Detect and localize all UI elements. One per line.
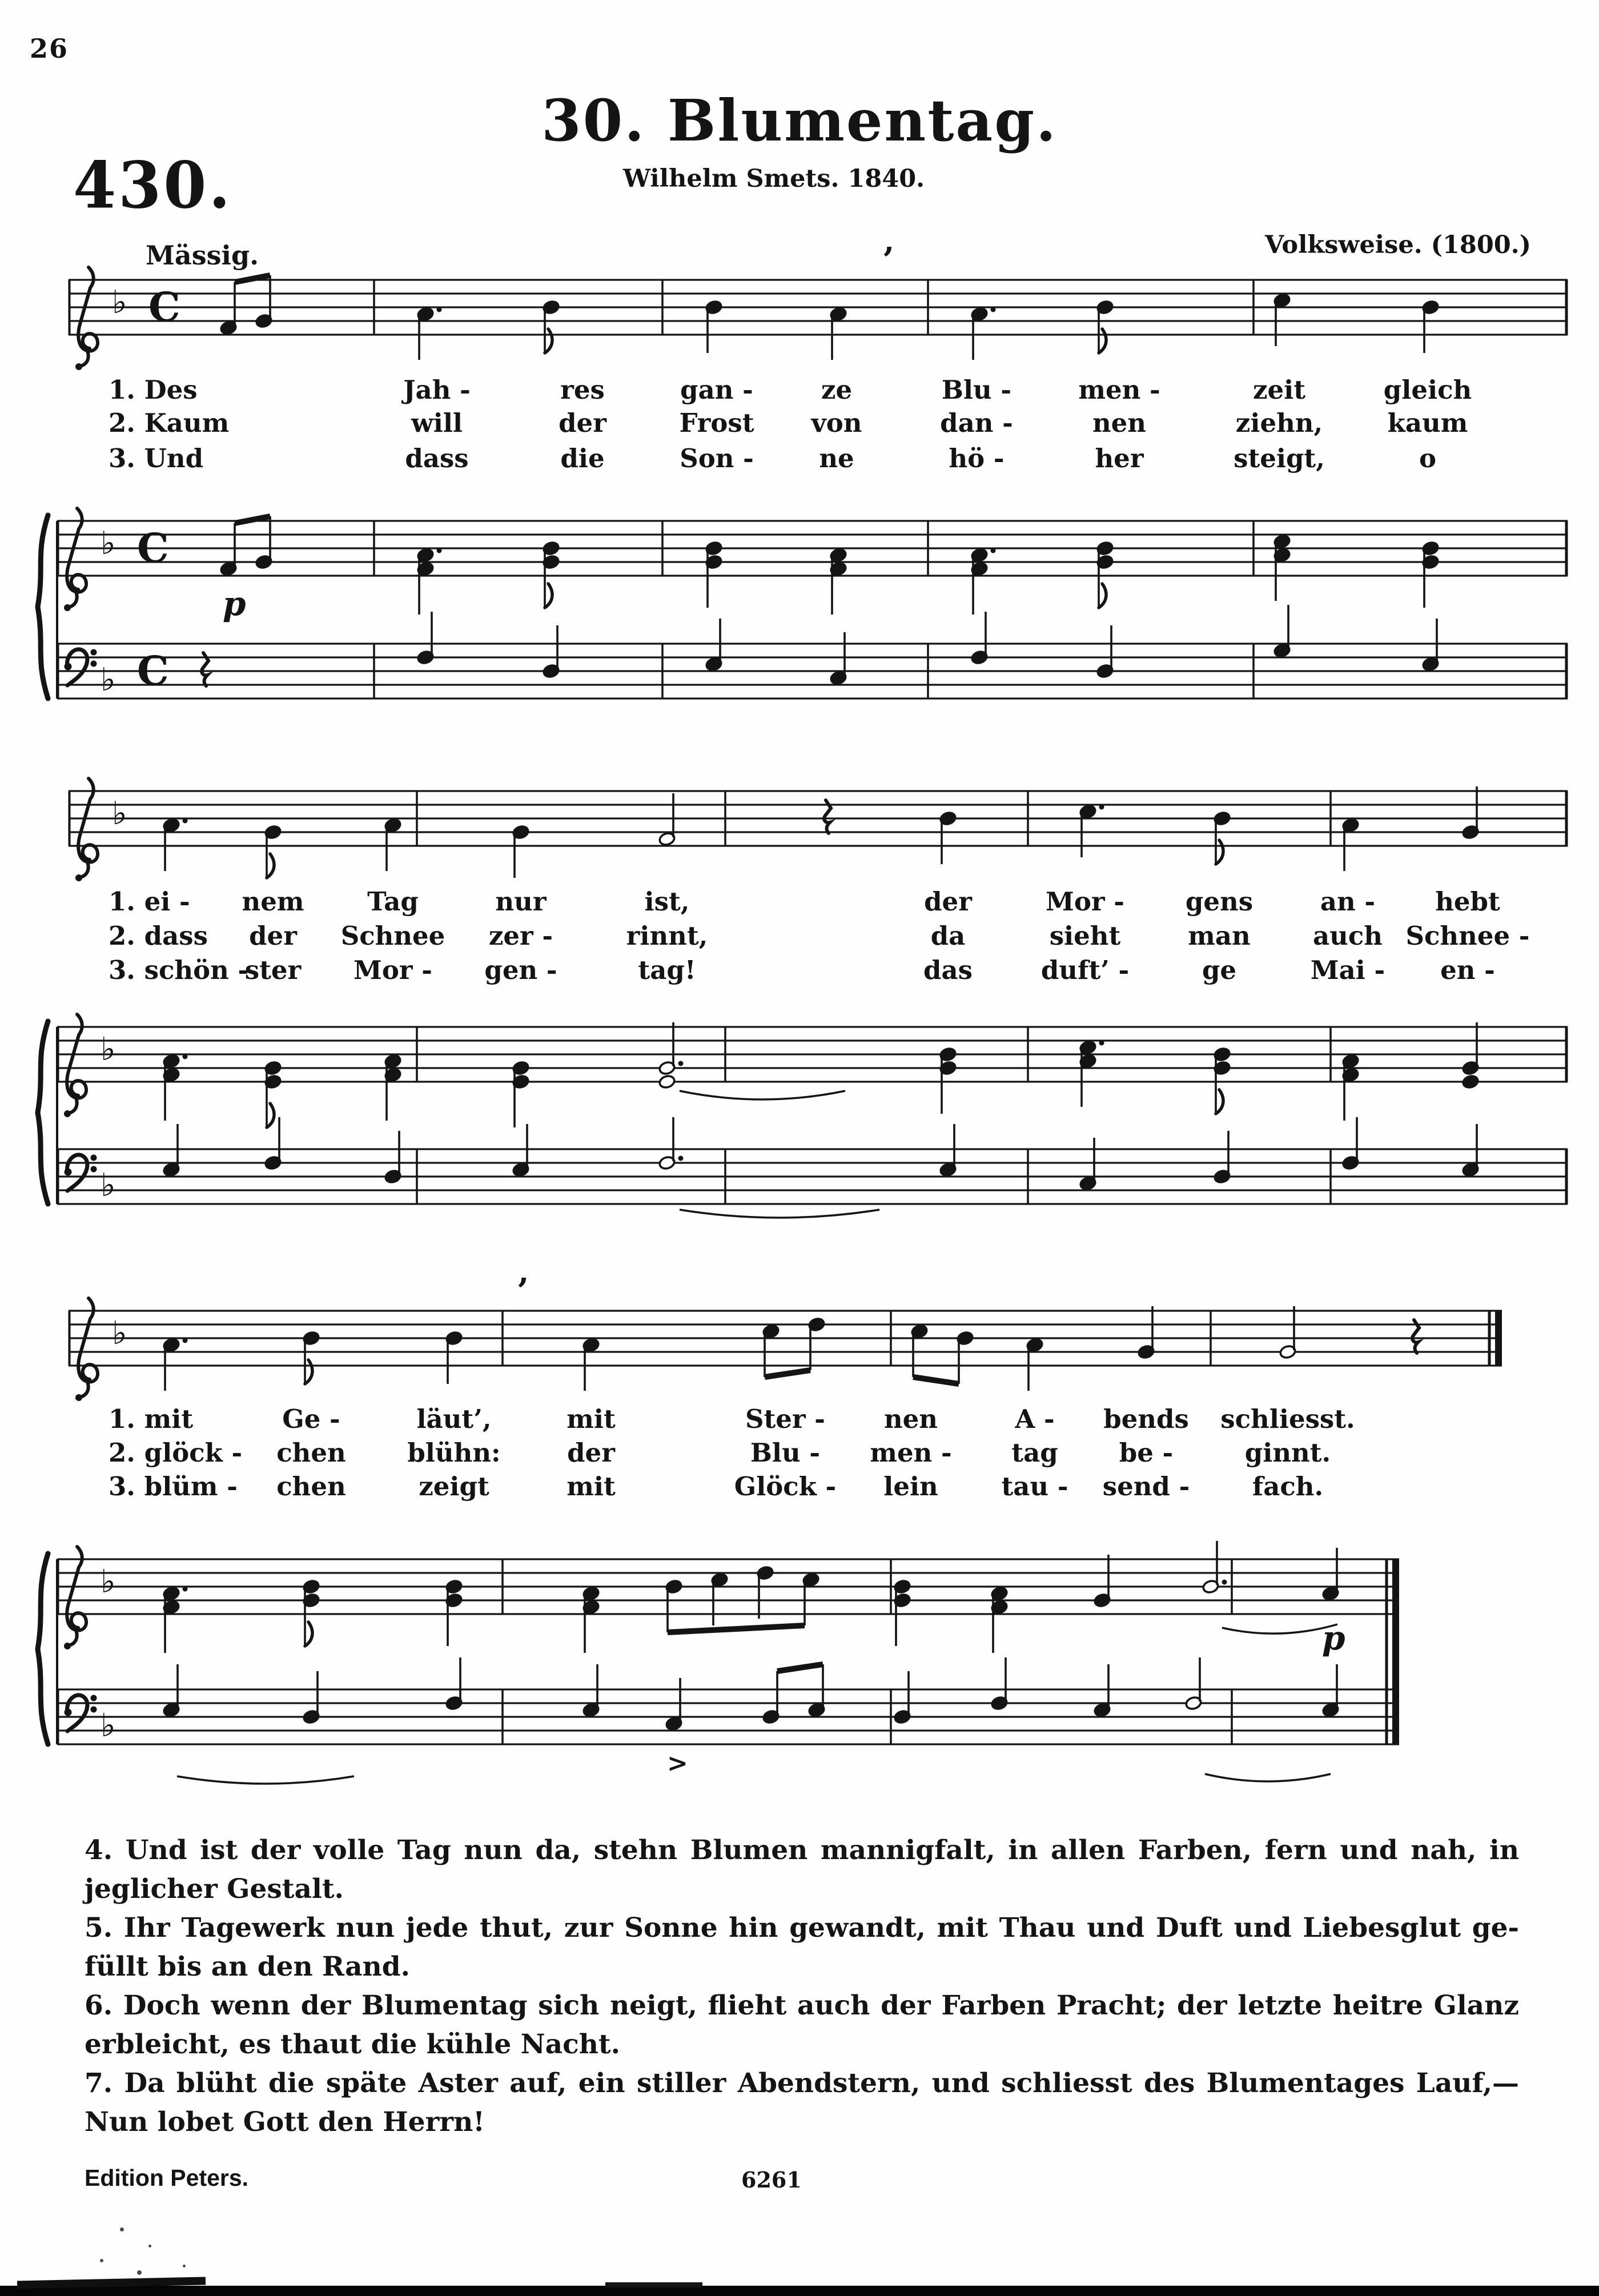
note	[582, 1586, 600, 1653]
verse-line: jeglicher Gestalt.	[85, 1873, 344, 1905]
lyric-syllable: send -	[1102, 1471, 1190, 1502]
treble-clef-icon	[75, 267, 98, 370]
song-title: 30. Blumentag.	[541, 87, 1058, 154]
note	[830, 548, 847, 615]
lyric-syllable: steigt,	[1234, 443, 1325, 473]
verse-line: 5. Ihr Tagewerk nun jede thut, zur Sonne hin gewandt, mit Thau und Duft und Liebesglut ge-	[85, 1912, 1519, 1944]
lyric-syllable: bends	[1103, 1404, 1189, 1434]
note	[417, 548, 442, 615]
lyric-syllable: 2. dass	[109, 921, 208, 951]
lyric-syllable: her	[1095, 443, 1144, 473]
note	[1422, 300, 1440, 353]
treble-clef-icon	[64, 1547, 86, 1649]
note	[894, 1579, 911, 1646]
scan-speckle	[183, 2265, 186, 2267]
common-time-sign: C	[137, 524, 169, 572]
voice-staff-3	[69, 1265, 1599, 1419]
note	[255, 516, 273, 569]
bass-clef-icon	[65, 1155, 97, 1191]
note	[830, 632, 847, 685]
note	[1079, 1138, 1097, 1191]
poet-attribution: Wilhelm Smets. 1840.	[622, 164, 925, 193]
common-time-sign: C	[137, 647, 169, 695]
lyric-syllable: schliesst.	[1220, 1404, 1355, 1434]
note	[1096, 541, 1114, 608]
note	[417, 612, 435, 665]
lyric-syllable: Frost	[679, 408, 754, 438]
note	[894, 1671, 911, 1724]
verse-line: erbleicht, es thaut die kühle Nacht.	[85, 2029, 620, 2060]
lyric-syllable: Tag	[367, 886, 419, 917]
lyric-syllable: kaum	[1387, 408, 1468, 438]
note	[705, 541, 723, 608]
breath-mark: ’	[517, 1271, 529, 1311]
accent-mark: >	[667, 1749, 688, 1778]
lyric-syllable: men -	[870, 1438, 952, 1468]
lyric-syllable: 3. Und	[109, 443, 204, 473]
note	[830, 307, 847, 360]
note	[445, 1657, 463, 1711]
lyric-syllable: an -	[1320, 886, 1376, 917]
flat-sign: ♭	[101, 661, 116, 699]
voice-staff-2	[69, 745, 1599, 900]
verse-line: 6. Doch wenn der Blumentag sich neigt, flieht auch der Farben Pracht; der letzte heitre Glanz	[85, 1990, 1519, 2021]
lyric-syllable: 2. glöck -	[109, 1438, 243, 1468]
lyric-syllable: nur	[495, 886, 547, 917]
lyric-syllable: 1. mit	[109, 1404, 194, 1434]
note	[1096, 300, 1114, 353]
lyric-syllable: das	[923, 955, 973, 985]
flat-sign: ♭	[101, 1167, 116, 1204]
treble-clef-icon	[64, 1014, 86, 1117]
lyric-syllable: ze	[821, 375, 853, 405]
note	[939, 1124, 957, 1177]
note	[991, 1657, 1009, 1711]
lyric-syllable: hebt	[1435, 886, 1500, 917]
plate-number: 6261	[741, 2167, 802, 2193]
flat-sign: ♭	[101, 525, 116, 562]
song-number: 430.	[73, 148, 233, 223]
note	[163, 818, 188, 871]
lyric-syllable: be -	[1119, 1438, 1174, 1468]
lyric-syllable: der	[567, 1438, 615, 1468]
note	[1462, 1124, 1480, 1177]
lyric-syllable: Mor -	[353, 955, 432, 985]
lyric-syllable: dass	[405, 443, 469, 473]
note	[658, 1022, 684, 1089]
note	[911, 1324, 929, 1377]
lyric-syllable: gen -	[484, 955, 557, 985]
note	[1026, 1338, 1044, 1391]
lyric-syllable: lein	[883, 1471, 938, 1502]
lyric-syllable: nem	[242, 886, 304, 917]
lyric-syllable: Jah -	[403, 375, 471, 405]
note	[1273, 605, 1291, 658]
flat-sign: ♭	[101, 1563, 116, 1600]
treble-clef-icon	[64, 508, 86, 611]
lyric-syllable: die	[560, 443, 605, 473]
lyric-syllable: nen	[883, 1404, 938, 1434]
lyric-syllable: gan -	[680, 375, 753, 405]
lyric-syllable: o	[1419, 443, 1437, 473]
lyric-syllable: Ster -	[745, 1404, 825, 1434]
note	[220, 523, 238, 576]
piano-grand-staff-2	[34, 981, 1576, 1261]
note	[1422, 619, 1440, 672]
lyric-syllable: gens	[1185, 886, 1254, 917]
flat-sign: ♭	[112, 795, 127, 832]
piano-brace	[38, 1554, 48, 1744]
lyric-syllable: Son -	[680, 443, 754, 473]
lyric-syllable: ist,	[644, 886, 690, 917]
scan-speckle	[137, 2270, 142, 2275]
voice-staff-1	[69, 234, 1599, 388]
note	[1322, 1664, 1340, 1717]
scan-edge-artifact	[605, 2282, 702, 2287]
note	[1094, 1664, 1111, 1717]
lyric-syllable: ne	[819, 443, 854, 473]
note	[303, 1331, 320, 1384]
lyric-syllable: res	[560, 375, 605, 405]
treble-clef-icon	[75, 778, 98, 881]
note	[1462, 1022, 1480, 1089]
lyric-syllable: chen	[276, 1438, 346, 1468]
note	[417, 307, 442, 360]
flat-sign: ♭	[101, 1707, 116, 1744]
dynamic-piano: p	[1322, 1619, 1345, 1657]
note	[1094, 1555, 1111, 1608]
lyric-syllable: Blu -	[941, 375, 1012, 405]
note	[163, 1054, 188, 1121]
note	[711, 1572, 729, 1625]
lyric-syllable: zer -	[488, 921, 553, 951]
note	[1096, 625, 1114, 679]
note	[971, 307, 996, 360]
note	[303, 1579, 320, 1646]
note	[445, 1579, 463, 1646]
lyric-syllable: zeit	[1252, 375, 1306, 405]
note	[163, 1124, 180, 1177]
note	[1214, 811, 1231, 864]
scan-edge-artifact	[0, 2286, 1599, 2296]
lyric-syllable: tag!	[638, 955, 696, 985]
lyric-syllable: chen	[276, 1471, 346, 1502]
lyric-syllable: Schnee -	[1405, 921, 1530, 951]
note	[543, 625, 560, 679]
note	[1342, 818, 1360, 871]
lyric-syllable: mit	[567, 1471, 616, 1502]
note	[957, 1331, 974, 1384]
note	[665, 1678, 683, 1731]
note	[303, 1671, 320, 1724]
note	[543, 541, 560, 608]
lyric-syllable: Glöck -	[734, 1471, 837, 1502]
lyric-syllable: zeigt	[419, 1471, 489, 1502]
note	[445, 1331, 463, 1384]
lyric-syllable: Ge -	[282, 1404, 340, 1434]
note	[543, 300, 560, 353]
publisher-imprint: Edition Peters.	[85, 2165, 249, 2191]
breath-mark: ’	[882, 240, 894, 280]
flat-sign: ♭	[101, 1031, 116, 1068]
lyric-syllable: ginnt.	[1244, 1438, 1331, 1468]
note	[512, 1124, 530, 1177]
note	[939, 811, 957, 864]
lyric-syllable: 1. Des	[109, 375, 198, 405]
note	[512, 825, 530, 878]
note	[762, 1324, 780, 1377]
verse-line: 7. Da blüht die späte Aster auf, ein stiller Abendstern, und schliesst des Blumentages Lauf,—	[85, 2068, 1519, 2099]
lyric-syllable: en -	[1440, 955, 1495, 985]
note	[971, 548, 996, 615]
note	[582, 1664, 600, 1717]
note	[1422, 541, 1440, 608]
tempo-marking: Mässig.	[146, 240, 259, 271]
lyric-syllable: gleich	[1383, 375, 1472, 405]
lyric-syllable: ster	[244, 955, 302, 985]
lyric-syllable: fach.	[1252, 1471, 1324, 1502]
note	[808, 1317, 826, 1370]
additional-verses	[85, 1831, 1519, 2142]
scan-speckle	[120, 2227, 124, 2231]
lyric-syllable: 1. ei -	[109, 886, 190, 917]
lyric-syllable: auch	[1313, 921, 1383, 951]
lyric-syllable: Schnee	[340, 921, 445, 951]
lyric-syllable: der	[559, 408, 606, 438]
piano-grand-staff-1	[34, 475, 1576, 755]
common-time-sign: C	[148, 283, 180, 331]
note	[384, 1131, 402, 1184]
note	[1079, 1040, 1104, 1107]
verse-line: füllt bis an den Rand.	[85, 1951, 410, 1982]
piano-grand-staff-3	[34, 1514, 1576, 1805]
lyric-syllable: A -	[1015, 1404, 1055, 1434]
flat-sign: ♭	[112, 1315, 127, 1352]
lyric-syllable: nen	[1092, 408, 1147, 438]
note	[163, 1586, 188, 1653]
lyric-syllable: men -	[1078, 375, 1160, 405]
lyric-syllable: ge	[1202, 955, 1237, 985]
lyric-syllable: dan -	[940, 408, 1013, 438]
note	[384, 1054, 402, 1121]
lyric-syllable: von	[811, 408, 862, 438]
note	[512, 1061, 530, 1127]
scan-speckle	[100, 2259, 103, 2262]
note	[705, 619, 723, 672]
lyric-syllable: rinnt,	[626, 921, 708, 951]
verse-line: 4. Und ist der volle Tag nun da, stehn Blumen mannigfalt, in allen Farben, fern und nah, in	[85, 1835, 1519, 1866]
note	[1214, 1131, 1231, 1184]
lyric-syllable: 3. blüm -	[109, 1471, 238, 1502]
source-attribution: Volksweise. (1800.)	[1265, 231, 1531, 259]
lyric-syllable: 2. Kaum	[109, 408, 230, 438]
lyric-syllable: der	[249, 921, 297, 951]
piano-brace	[38, 1021, 48, 1204]
lyric-syllable: da	[930, 921, 966, 951]
note	[665, 1579, 683, 1632]
lyric-syllable: mit	[567, 1404, 616, 1434]
note	[991, 1586, 1009, 1653]
note	[762, 1671, 780, 1724]
note	[705, 300, 723, 353]
note	[1214, 1047, 1231, 1114]
note	[1342, 1054, 1360, 1121]
verse-line: Nun lobet Gott den Herrn!	[85, 2106, 485, 2138]
lyric-syllable: tau -	[1001, 1471, 1068, 1502]
lyric-syllable: Mor -	[1046, 886, 1124, 917]
lyric-syllable: 3. schön -	[109, 955, 249, 985]
scan-speckle	[148, 2245, 151, 2247]
page-number: 26	[30, 33, 69, 64]
lyric-syllable: blühn:	[407, 1438, 501, 1468]
note	[1185, 1657, 1203, 1711]
note	[1273, 293, 1291, 346]
note	[264, 825, 282, 878]
note	[1342, 1117, 1360, 1170]
note	[757, 1566, 774, 1619]
lyric-syllable: ziehn,	[1235, 408, 1323, 438]
note	[163, 1338, 188, 1391]
bass-clef-icon	[65, 1695, 97, 1732]
lyric-syllable: duft’ -	[1040, 955, 1130, 985]
note	[802, 1572, 820, 1625]
lyric-syllable: Mai -	[1310, 955, 1385, 985]
lyric-syllable: der	[924, 886, 972, 917]
note	[1079, 804, 1104, 857]
note	[971, 612, 989, 665]
note	[163, 1664, 180, 1717]
note	[808, 1664, 826, 1717]
note	[658, 793, 676, 846]
note	[384, 818, 402, 871]
flat-sign: ♭	[112, 284, 127, 321]
lyric-syllable: sieht	[1049, 921, 1121, 951]
lyric-syllable: Blu -	[750, 1438, 821, 1468]
lyric-syllable: will	[411, 408, 463, 438]
note	[1138, 1306, 1155, 1359]
note	[1273, 534, 1291, 601]
note	[1462, 786, 1480, 840]
treble-clef-icon	[75, 1298, 98, 1401]
note	[255, 275, 273, 328]
lyric-syllable: hö -	[949, 443, 1005, 473]
lyric-syllable: man	[1188, 921, 1251, 951]
lyric-syllable: tag	[1011, 1438, 1058, 1468]
note	[939, 1047, 957, 1114]
note	[1279, 1306, 1297, 1359]
note	[1322, 1548, 1340, 1601]
note	[582, 1338, 600, 1391]
note	[220, 282, 238, 335]
dynamic-piano: p	[223, 584, 246, 623]
bass-clef-icon	[65, 649, 97, 686]
piano-brace	[38, 515, 48, 699]
lyric-syllable: läut’,	[416, 1404, 492, 1434]
